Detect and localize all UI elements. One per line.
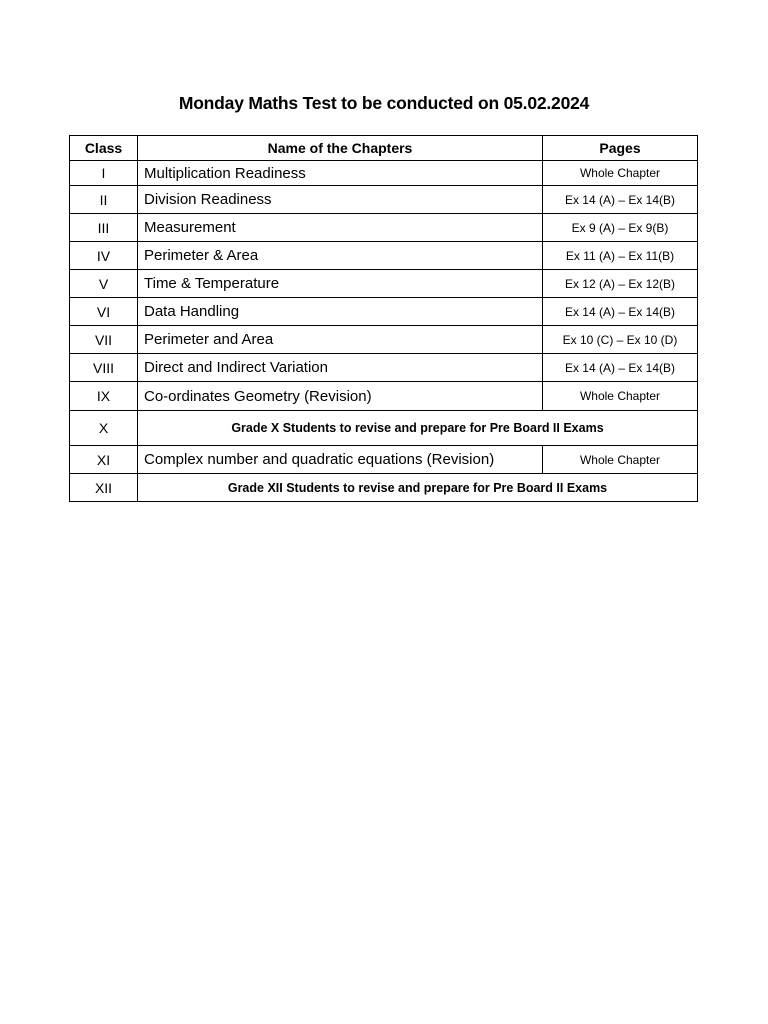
header-class: Class xyxy=(70,136,138,161)
class-cell: XII xyxy=(70,474,138,502)
table-row xyxy=(70,298,698,326)
class-cell: IV xyxy=(70,242,138,270)
pages-cell: Whole Chapter xyxy=(543,446,698,474)
class-cell: VI xyxy=(70,298,138,326)
chapter-cell: Co-ordinates Geometry (Revision) xyxy=(138,382,543,411)
chapter-cell: Perimeter and Area xyxy=(138,326,543,354)
pages-cell: Whole Chapter xyxy=(543,161,698,186)
chapter-cell: Direct and Indirect Variation xyxy=(138,354,543,382)
table-header-row xyxy=(70,136,698,161)
pages-cell: Ex 14 (A) – Ex 14(B) xyxy=(543,298,698,326)
class-cell: V xyxy=(70,270,138,298)
page-title: Monday Maths Test to be conducted on 05.02.2024 xyxy=(178,93,590,113)
table-row xyxy=(70,242,698,270)
chapter-cell: Time & Temperature xyxy=(138,270,543,298)
table-row xyxy=(70,474,698,502)
note-cell: Grade XII Students to revise and prepare for Pre Board II Exams xyxy=(138,474,698,502)
class-cell: VII xyxy=(70,326,138,354)
pages-cell: Ex 14 (A) – Ex 14(B) xyxy=(543,354,698,382)
table-row xyxy=(70,161,698,186)
chapter-cell: Perimeter & Area xyxy=(138,242,543,270)
header-pages: Pages xyxy=(543,136,698,161)
chapter-cell: Data Handling xyxy=(138,298,543,326)
pages-cell: Ex 11 (A) – Ex 11(B) xyxy=(543,242,698,270)
pages-cell: Ex 9 (A) – Ex 9(B) xyxy=(543,214,698,242)
note-cell: Grade X Students to revise and prepare for Pre Board II Exams xyxy=(138,411,698,446)
test-schedule-table xyxy=(69,135,698,502)
pages-cell: Whole Chapter xyxy=(543,382,698,411)
table-row xyxy=(70,270,698,298)
class-cell: X xyxy=(70,411,138,446)
table-row xyxy=(70,354,698,382)
class-cell: VIII xyxy=(70,354,138,382)
class-cell: IX xyxy=(70,382,138,411)
table-row xyxy=(70,186,698,214)
pages-cell: Ex 14 (A) – Ex 14(B) xyxy=(543,186,698,214)
class-cell: III xyxy=(70,214,138,242)
class-cell: XI xyxy=(70,446,138,474)
table-row xyxy=(70,446,698,474)
chapter-cell: Division Readiness xyxy=(138,186,543,214)
table-row xyxy=(70,382,698,411)
class-cell: I xyxy=(70,161,138,186)
table-row xyxy=(70,214,698,242)
pages-cell: Ex 10 (C) – Ex 10 (D) xyxy=(543,326,698,354)
table-row xyxy=(70,411,698,446)
chapter-cell: Measurement xyxy=(138,214,543,242)
table-row xyxy=(70,326,698,354)
class-cell: II xyxy=(70,186,138,214)
pages-cell: Ex 12 (A) – Ex 12(B) xyxy=(543,270,698,298)
header-chapter: Name of the Chapters xyxy=(138,136,543,161)
chapter-cell: Complex number and quadratic equations (Revision) xyxy=(138,446,543,474)
chapter-cell: Multiplication Readiness xyxy=(138,161,543,186)
